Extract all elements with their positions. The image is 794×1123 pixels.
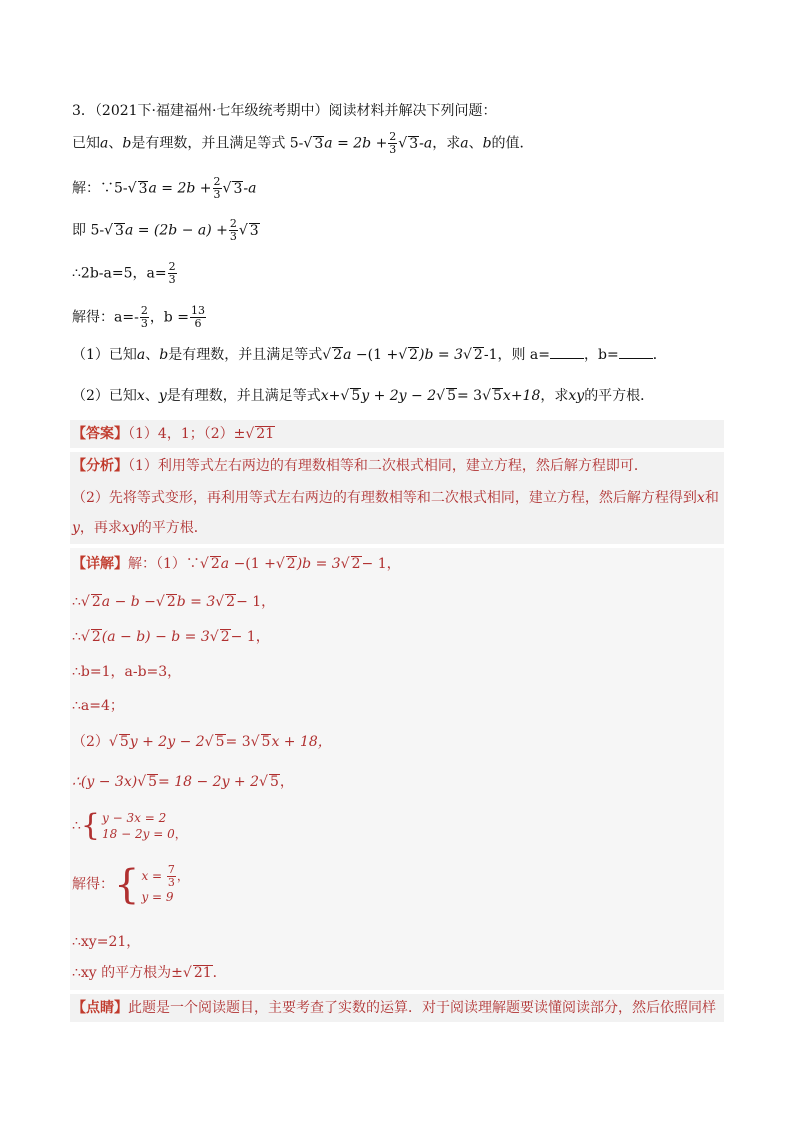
question-intro: 已知a、b是有理数，并且满足等式 5-√ 3a = 2b + $\frac{2}{3}$ √ 3-a，求a、b的值． xyxy=(72,130,534,156)
part-2: （2）已知x、y是有理数，并且满足等式x+√ 5y + 2y − 2√ 5= 3√ 5x+18，求xy的平方根． xyxy=(72,388,655,404)
detail-line-4: ∴b=1，a-b=3， xyxy=(72,664,182,680)
blank-a[interactable] xyxy=(550,345,584,359)
solve-result: 解得：a=- $\frac{2}{3}$ ，b = $\frac{13}{6}$ xyxy=(72,304,205,330)
detail-line-3: ∴√ 2(a − b) − b = 3√ 2− 1， xyxy=(72,629,270,645)
solve-step-1: 解：∵5-√ 3a = 2b + $\frac{2}{3}$ √ 3-a xyxy=(72,175,257,201)
comment-tag: 【点睛】 xyxy=(72,1000,128,1016)
detail-line-xy: ∴xy=21， xyxy=(72,934,141,950)
detail-line-root: ∴xy 的平方根为±√ 21． xyxy=(72,965,227,981)
answer-line: 【答案】（1）4，1；（2）±√ 21 xyxy=(72,426,275,442)
question-header: 3．（2021下·福建福州·七年级统考期中）阅读材料并解决下列问题： xyxy=(72,103,497,119)
analysis-tag: 【分析】 xyxy=(72,458,128,474)
detail-tag: 【详解】 xyxy=(72,556,128,572)
detail-line-1: 【详解】解：（1）∵√ 2a −(1 +√ 2)b = 3√ 2− 1， xyxy=(72,556,401,572)
analysis-line-3: y，再求xy的平方根． xyxy=(72,520,208,536)
detail-line-7: ∴(y − 3x)√ 5= 18 − 2y + 2√ 5， xyxy=(72,774,294,790)
detail-system-1: ∴{ y − 3x = 2 18 − 2y = 0， xyxy=(72,808,187,843)
detail-line-2: ∴√ 2a − b −√ 2b = 3√ 2− 1， xyxy=(72,594,276,610)
comment-line: 【点睛】此题是一个阅读题目，主要考查了实数的运算．对于阅读理解题要读懂阅读部分，然后依照同样 xyxy=(72,1000,716,1016)
question-number: 3 xyxy=(72,103,81,119)
detail-line-5: ∴a=4； xyxy=(72,698,124,714)
detail-band xyxy=(70,548,724,990)
brace-icon: { xyxy=(80,808,101,843)
solve-step-3: ∴2b-a=5，a= $\frac{2}{3}$ xyxy=(72,260,176,286)
analysis-line-2: （2）先将等式变形，再利用等式左右两边的有理数相等和二次根式相同，建立方程，然后解方程得到x和 xyxy=(72,490,719,506)
analysis-line-1: 【分析】（1）利用等式左右两边的有理数相等和二次根式相同，建立方程，然后解方程即可． xyxy=(72,458,648,474)
detail-system-2: 解得：{ x = $\frac{7}{3}$ ， y = 9 xyxy=(72,861,189,908)
blank-b[interactable] xyxy=(619,345,653,359)
solution-system: x = $\frac{7}{3}$ ， y = 9 xyxy=(141,863,189,904)
detail-line-6: （2）√ 5y + 2y − 2√ 5= 3√ 5x + 18， xyxy=(72,734,332,750)
answer-tag: 【答案】 xyxy=(72,426,128,442)
equation-system: y − 3x = 2 18 − 2y = 0， xyxy=(102,811,187,841)
solve-step-2: 即 5-√ 3a = (2b − a) + $\frac{2}{3}$ √ 3 xyxy=(72,217,259,243)
part-1: （1）已知a、b是有理数，并且满足等式√ 2a −(1 +√ 2)b = 3√ 2-1，则 a= ，b= ． xyxy=(72,347,667,363)
question-source: （2021下·福建福州·七年级统考期中）阅读材料并解决下列问题： xyxy=(94,103,497,119)
brace-icon: { xyxy=(114,861,140,908)
fraction: $\frac{2}{3}$ xyxy=(389,130,397,156)
